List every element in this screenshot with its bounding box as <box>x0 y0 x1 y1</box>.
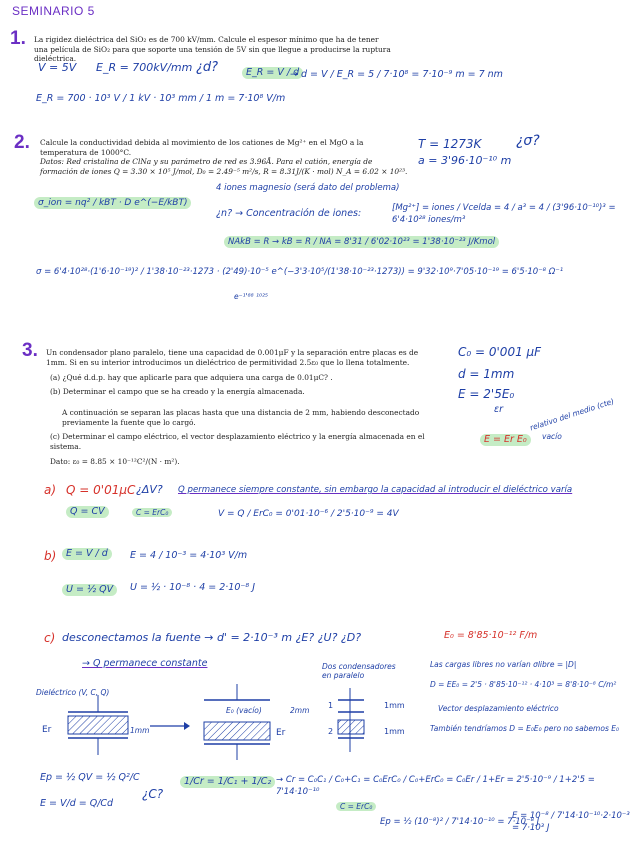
part-b-u-formula: U = ½ QV <box>62 584 117 596</box>
svg-text:1mm: 1mm <box>384 727 405 736</box>
p2-n-question: ¿n? → Concentración de iones: <box>216 208 362 219</box>
p2-concentration: [Mg²⁺] = iones / Vcelda = 4 / a³ = 4 / (3'96·10⁻¹⁰)³ = 6'4·10²⁸ iones/m³ <box>392 203 616 225</box>
p2-temperature: T = 1273K <box>418 137 482 151</box>
part-a-c-formula: C = ErC₀ <box>132 508 172 517</box>
part-c-q-constant: → Q permanece constante <box>82 658 208 669</box>
problem-1-statement: La rigidez dieléctrica del SiO₂ es de 700 kV/mm. Calcule el espesor mínimo que ha de tener una película de SiO₂ para que soporte una tensión de 5V sin que llegue a producirse la ruptura dieléctrica. <box>34 35 391 64</box>
p2-boltzmann: NAkB = R → kB = R / NA = 8'31 / 6'02·10²³ = 1'38·10⁻²³ J/Kmol <box>224 236 499 248</box>
problem-3-part-a: (a) ¿Qué d.d.p. hay que aplicarle para que adquiera una carga de 0.01μC? . <box>50 373 333 382</box>
problem-3-middle: A continuación se separan las placas hasta que una distancia de 2 mm, habiendo desconectado previamente la fuente que lo cargó. <box>62 408 420 427</box>
svg-text:1mm: 1mm <box>384 701 405 710</box>
part-c-c-question: ¿C? <box>142 787 164 801</box>
part-c-epsilon0: E₀ = 8'85·10⁻¹² F/m <box>444 630 538 641</box>
part-c-e-value: E = 10⁻⁸ / 7'14·10⁻¹⁰·2·10⁻³ = 7·10³ J <box>512 811 630 833</box>
p2-question: ¿σ? <box>516 133 540 149</box>
problem-3-part-c: (c) Determinar el campo eléctrico, el vector desplazamiento eléctrico y la energía almacenada en el sistema. <box>50 432 425 451</box>
svg-text:Er: Er <box>276 728 286 738</box>
problem-3-number: 3. <box>22 340 38 361</box>
part-c-series-formula: 1/Cr = 1/C₁ + 1/C₂ <box>180 776 275 788</box>
diagram-two-capacitors: Dos condensadores en paralelo <box>322 662 396 680</box>
problem-2-data: Datos: Red cristalina de ClNa y su parámetro de red es 3.96Å. Para el catión, energía de formación de iones Q = 3.30 × 10⁵ J/mol, D₀ = 2.49⁻⁵ m²/s, R = 8.31J/(K · mol) N_A = 6.02 × 10²³. <box>40 157 408 176</box>
problem-3-dato: Dato: ε₀ = 8.85 × 10⁻¹²C²/(N · m²). <box>50 457 180 466</box>
part-b-e-value: E = 4 / 10⁻³ = 4·10³ V/m <box>130 550 248 561</box>
p2-note: 4 iones magnesio (será dato del problema) <box>216 183 400 193</box>
p2-sigma-formula: σ_ion = nq² / kBT · D e^(−E/kBT) <box>34 197 191 209</box>
problem-1-number: 1. <box>10 28 26 49</box>
part-c-label: c) <box>44 631 56 645</box>
part-b-label: b) <box>44 549 57 563</box>
part-c-bullet-1: Las cargas libres no varían σlibre = |D| <box>430 660 577 669</box>
part-b-e-formula: E = V / d <box>62 548 112 560</box>
part-c-cr-note: C = ErC₀ <box>336 802 376 811</box>
p1-conversion: E_R = 700 · 10³ V / 1 kV · 10³ mm / 1 m = 7·10⁸ V/m <box>36 93 286 104</box>
diagram-2mm: 2mm <box>290 706 310 715</box>
p3-e-formula: E = Er E₀ <box>480 434 531 446</box>
part-c-e-formula: E = V/d = Q/Cd <box>40 798 114 809</box>
svg-text:1: 1 <box>328 701 334 710</box>
p1-formula: E_R = V / d <box>242 67 303 79</box>
part-a-charge: Q = 0'01μC <box>66 483 136 497</box>
problem-2-number: 2. <box>14 132 30 153</box>
capacitor-series <box>328 688 405 752</box>
capacitor-1 <box>42 695 128 755</box>
part-c-d-value: D = EE₀ = 2'5 · 8'85·10⁻¹² · 4·10³ = 8'8·10⁻⁸ C/m² <box>430 680 617 689</box>
capacitor-2 <box>204 684 286 760</box>
part-c-ep-value: Ep = ½ (10⁻⁸)² / 7'14·10⁻¹⁰ = 7·10⁻⁸ J <box>380 817 540 827</box>
diagram-1mm: 1mm <box>130 726 150 735</box>
p2-calculation: σ = 6'4·10²⁸·(1'6·10⁻¹⁹)² / 1'38·10⁻²³·1273 · (2'49)·10⁻⁵ e^(−3'3·10⁵/(1'38·10⁻²³·1273)) = 9'32·10⁹·7'05·10⁻¹⁹ = 6'5·10⁻⁸ Ω⁻¹ <box>36 267 564 277</box>
p3-note-vacuum: vacío <box>542 432 562 441</box>
diagram-dielectric-label: Dieléctrico (V, C, Q) <box>36 688 110 697</box>
part-c-bullet-2: También tendríamos D = E₀E₀ pero no sabemos E₀ <box>430 724 619 733</box>
p3-note-relative: relativo del medio (cte) <box>528 396 616 433</box>
p2-exponent: e⁻¹'⁸⁸ ¹⁰²⁵ <box>234 292 269 301</box>
p1-result: → d = V / E_R = 5 / 7·10⁸ = 7·10⁻⁹ m = 7 nm <box>290 69 503 80</box>
p1-rigidity: E_R = 700kV/mm <box>96 61 193 74</box>
part-c-vector-note: Vector desplazamiento eléctrico <box>438 704 559 713</box>
part-c-ep-formula: Ep = ½ QV = ½ Q²/C <box>40 772 140 783</box>
part-b-u-value: U = ½ · 10⁻⁸ · 4 = 2·10⁻⁸ J <box>130 582 256 593</box>
svg-text:Er: Er <box>42 725 52 735</box>
part-a-voltage: V = Q / ErC₀ = 0'01·10⁻⁶ / 2'5·10⁻⁹ = 4V <box>218 509 399 519</box>
part-a-note: Q permanece siempre constante, sin embargo la capacidad al introducir el dieléctrico varía <box>178 485 573 495</box>
p3-distance: d = 1mm <box>458 367 515 381</box>
svg-text:2: 2 <box>328 727 334 736</box>
p2-lattice: a = 3'96·10⁻¹⁰ m <box>418 154 512 167</box>
part-a-question: ¿ΔV? <box>136 483 163 496</box>
part-c-text: desconectamos la fuente → d' = 2·10⁻³ m ¿E? ¿U? ¿D? <box>62 631 362 644</box>
part-c-cr-value: → Cr = C₀C₁ / C₀+C₁ = C₀ErC₀ / C₀+ErC₀ = C₀Er / 1+Er = 2'5·10⁻⁹ / 1+2'5 = 7'14·10⁻¹⁰ <box>276 775 595 797</box>
p1-question: ¿d? <box>196 60 219 75</box>
problem-2-statement: Calcule la conductividad debida al movimiento de los cationes de Mg²⁺ en el MgO a la temperatura de 1000°C. <box>40 138 364 157</box>
p3-permittivity: E = 2'5E₀ <box>458 387 515 401</box>
p3-er: εr <box>494 404 504 415</box>
problem-3-statement: Un condensador plano paralelo, tiene una capacidad de 0.001μF y la separación entre placas es de 1mm. Si en su interior introducimos un dieléctrico de permitividad 2.5ε₀ que lo llena totalmente. <box>46 348 419 367</box>
part-a-label: a) <box>44 483 57 497</box>
p3-capacitance: C₀ = 0'001 μF <box>458 345 542 359</box>
problem-3-part-b: (b) Determinar el campo que se ha creado y la energía almacenada. <box>50 387 305 396</box>
part-a-qcv: Q = CV <box>66 506 109 518</box>
page-title: SEMINARIO 5 <box>12 4 95 18</box>
p1-voltage: V = 5V <box>38 61 77 74</box>
diagram-vacuum-label: E₀ (vacío) <box>226 706 262 715</box>
